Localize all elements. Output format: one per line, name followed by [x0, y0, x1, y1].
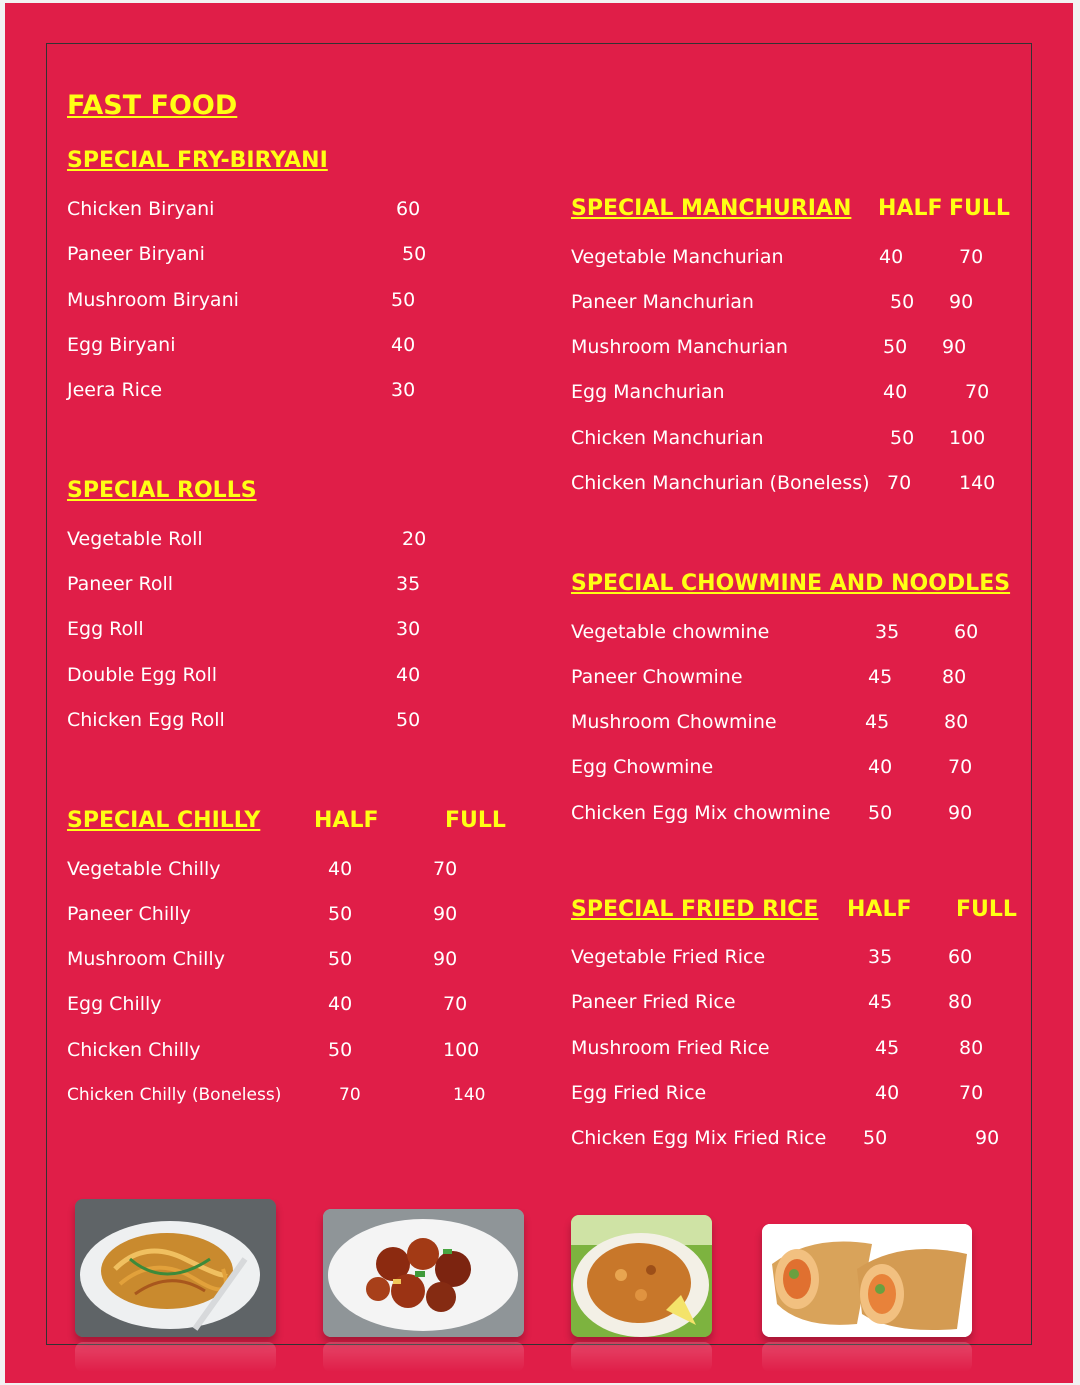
menu-item-full-price: 140: [453, 1085, 486, 1105]
menu-item-half-price: 45: [865, 711, 890, 733]
menu-item-full-price: 70: [433, 858, 458, 880]
menu-item-name: Paneer Manchurian: [571, 291, 754, 313]
menu-item-full-price: 100: [949, 427, 986, 449]
menu-item-name: Chicken Manchurian: [571, 427, 764, 449]
menu-item-name: Paneer Fried Rice: [571, 991, 736, 1013]
menu-item-name: Chicken Egg Mix Fried Rice: [571, 1127, 827, 1149]
chilly-heading: SPECIAL CHILLY: [67, 808, 261, 833]
menu-item-full-price: 90: [949, 291, 974, 313]
menu-item-half-price: 50: [328, 948, 353, 970]
biryani-photo: [571, 1215, 712, 1337]
menu-item-half-price: 50: [863, 1127, 888, 1149]
chilly-photo: [323, 1209, 524, 1337]
menu-item-half-price: 45: [868, 991, 893, 1013]
menu-item-half-price: 40: [879, 246, 904, 268]
menu-item-price: 50: [396, 709, 421, 731]
fried-rice-half-label: HALF: [847, 897, 912, 922]
page-title: FAST FOOD: [67, 90, 238, 121]
menu-item-name: Mushroom Biryani: [67, 289, 239, 311]
menu-item-name: Egg Chowmine: [571, 756, 714, 778]
menu-item-name: Chicken Chilly: [67, 1039, 201, 1061]
menu-item-name: Egg Manchurian: [571, 381, 725, 403]
menu-item-full-price: 70: [959, 246, 984, 268]
menu-frame: [46, 43, 1032, 1345]
biryani-photo-reflection: [571, 1342, 712, 1372]
menu-item-full-price: 90: [433, 948, 458, 970]
menu-item-name: Chicken Biryani: [67, 198, 215, 220]
menu-item-name: Vegetable chowmine: [571, 621, 770, 643]
rolls-photo: [762, 1224, 972, 1337]
menu-item-half-price: 40: [328, 993, 353, 1015]
chilly-half-label: HALF: [314, 808, 379, 833]
menu-item-price: 20: [402, 528, 427, 550]
menu-item-name: Egg Biryani: [67, 334, 176, 356]
noodles-photo-reflection: [75, 1342, 276, 1372]
menu-item-half-price: 35: [875, 621, 900, 643]
menu-item-full-price: 90: [975, 1127, 1000, 1149]
menu-item-half-price: 40: [883, 381, 908, 403]
menu-item-half-price: 50: [890, 427, 915, 449]
menu-item-price: 40: [396, 664, 421, 686]
menu-item-full-price: 140: [959, 472, 996, 494]
menu-item-name: Chicken Egg Roll: [67, 709, 225, 731]
menu-item-name: Paneer Roll: [67, 573, 174, 595]
menu-item-half-price: 35: [868, 946, 893, 968]
chilly-photo-reflection: [323, 1342, 524, 1372]
menu-item-name: Egg Chilly: [67, 993, 162, 1015]
menu-item-name: Egg Fried Rice: [571, 1082, 707, 1104]
menu-item-name: Chicken Chilly (Boneless): [67, 1085, 282, 1105]
menu-item-full-price: 90: [948, 802, 973, 824]
menu-item-name: Paneer Chowmine: [571, 666, 743, 688]
menu-item-half-price: 50: [328, 1039, 353, 1061]
menu-item-name: Paneer Chilly: [67, 903, 191, 925]
menu-item-price: 35: [396, 573, 421, 595]
manchurian-half-label: HALF: [878, 196, 943, 221]
menu-item-full-price: 90: [942, 336, 967, 358]
menu-item-price: 50: [402, 243, 427, 265]
menu-item-half-price: 70: [887, 472, 912, 494]
menu-item-name: Mushroom Chowmine: [571, 711, 777, 733]
menu-item-full-price: 80: [944, 711, 969, 733]
biryani-heading: SPECIAL FRY-BIRYANI: [67, 148, 328, 173]
menu-item-name: Jeera Rice: [67, 379, 163, 401]
menu-item-name: Double Egg Roll: [67, 664, 218, 686]
menu-item-full-price: 100: [443, 1039, 480, 1061]
menu-item-half-price: 50: [883, 336, 908, 358]
menu-item-half-price: 50: [328, 903, 353, 925]
menu-item-full-price: 60: [954, 621, 979, 643]
menu-item-name: Chicken Egg Mix chowmine: [571, 802, 831, 824]
menu-item-full-price: 70: [959, 1082, 984, 1104]
menu-item-half-price: 70: [339, 1085, 361, 1105]
menu-item-name: Mushroom Fried Rice: [571, 1037, 770, 1059]
fried-rice-heading: SPECIAL FRIED RICE: [571, 897, 819, 922]
menu-item-name: Vegetable Manchurian: [571, 246, 784, 268]
menu-item-half-price: 45: [875, 1037, 900, 1059]
menu-item-name: Paneer Biryani: [67, 243, 205, 265]
menu-item-name: Mushroom Chilly: [67, 948, 225, 970]
menu-item-half-price: 40: [868, 756, 893, 778]
chilly-full-label: FULL: [445, 808, 506, 833]
menu-item-name: Egg Roll: [67, 618, 144, 640]
manchurian-heading: SPECIAL MANCHURIAN: [571, 196, 852, 221]
menu-item-full-price: 80: [942, 666, 967, 688]
menu-item-half-price: 50: [868, 802, 893, 824]
menu-item-full-price: 80: [948, 991, 973, 1013]
menu-item-half-price: 50: [890, 291, 915, 313]
menu-item-full-price: 70: [948, 756, 973, 778]
menu-item-half-price: 40: [875, 1082, 900, 1104]
menu-item-full-price: 70: [965, 381, 990, 403]
chowmine-heading: SPECIAL CHOWMINE AND NOODLES: [571, 571, 1011, 596]
menu-item-full-price: 60: [948, 946, 973, 968]
manchurian-full-label: FULL: [949, 196, 1010, 221]
menu-item-price: 60: [396, 198, 421, 220]
rolls-heading: SPECIAL ROLLS: [67, 478, 257, 503]
menu-item-half-price: 45: [868, 666, 893, 688]
noodles-photo: [75, 1199, 276, 1337]
menu-item-full-price: 80: [959, 1037, 984, 1059]
menu-item-price: 30: [391, 379, 416, 401]
menu-item-price: 30: [396, 618, 421, 640]
fried-rice-full-label: FULL: [956, 897, 1017, 922]
menu-item-name: Mushroom Manchurian: [571, 336, 788, 358]
menu-item-name: Vegetable Chilly: [67, 858, 221, 880]
menu-item-full-price: 90: [433, 903, 458, 925]
menu-item-name: Chicken Manchurian (Boneless): [571, 472, 870, 494]
menu-item-name: Vegetable Roll: [67, 528, 203, 550]
menu-item-half-price: 40: [328, 858, 353, 880]
menu-item-price: 40: [391, 334, 416, 356]
rolls-photo-reflection: [762, 1342, 972, 1372]
menu-item-price: 50: [391, 289, 416, 311]
menu-item-full-price: 70: [443, 993, 468, 1015]
menu-item-name: Vegetable Fried Rice: [571, 946, 766, 968]
